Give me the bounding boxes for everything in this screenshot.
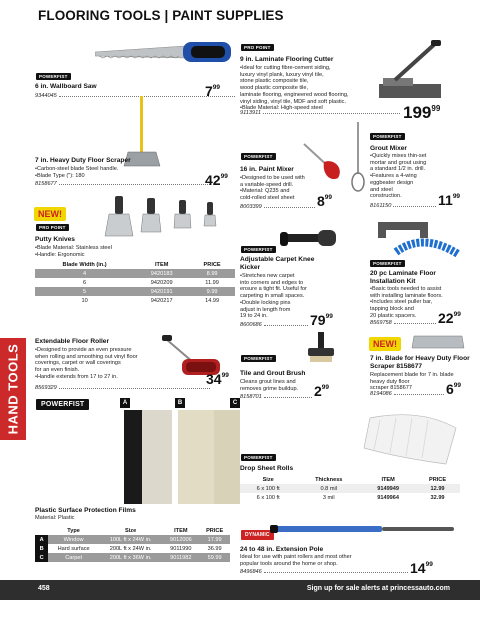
grout-brush-image bbox=[300, 332, 340, 364]
sku: 9344045 bbox=[35, 93, 57, 99]
table-row: 6 x 100 ft 3 mil 9149964 32.99 bbox=[256, 494, 445, 501]
new-badge: NEW! bbox=[369, 337, 401, 351]
protection-films-image bbox=[120, 398, 240, 504]
protection-films-table: Type Size ITEM PRICE A Window 100L ft x 24W in. 9012006 17.99 B Hard surface 200L ft x 24W in. 9011990 36.99 C Carpet 200L ft x 36W in. 9011982 59.99 bbox=[35, 526, 230, 562]
product-features: Ideal for use with paint rollers and most other popular tools around the home or shop. bbox=[240, 554, 352, 567]
grout-mixer-price-line bbox=[370, 203, 436, 209]
label-b: B bbox=[175, 398, 185, 408]
powerfist-logo: POWERFIST bbox=[241, 355, 276, 362]
page-number: 458 bbox=[38, 585, 50, 592]
product-sub: Material: Plastic bbox=[35, 515, 75, 521]
product-name: Putty Knives bbox=[35, 236, 75, 243]
section-tab-label: HAND TOOLS bbox=[5, 343, 21, 435]
powerfist-logo: POWERFIST bbox=[370, 260, 405, 267]
drop-sheet-table: Size Thickness ITEM PRICE 6 x 100 ft 0.8 mil 9149949 12.99 6 x 100 ft 3 mil 9149964 32.99 bbox=[240, 475, 460, 502]
product-features: Replacement blade for 7 in. blade heavy duty floor scraper 8158677 bbox=[370, 372, 454, 392]
putty-knives-image bbox=[95, 196, 225, 240]
label-c: C bbox=[230, 398, 240, 408]
product-name: Drop Sheet Rolls bbox=[240, 465, 294, 472]
product-name: 24 to 48 in. Extension Pole bbox=[240, 546, 324, 553]
sku: 8003399 bbox=[240, 204, 262, 210]
floor-roller-price-line bbox=[35, 385, 210, 391]
laminate-kit-price-line bbox=[370, 320, 436, 326]
leader-dots bbox=[393, 206, 436, 207]
table-row: A Window 100L ft x 24W in. 9012006 17.99 bbox=[35, 535, 230, 544]
price: 7 99 bbox=[205, 83, 221, 99]
carpet-kicker-price-line bbox=[240, 322, 308, 328]
sku: 8496846 bbox=[240, 569, 262, 575]
price: 14 99 bbox=[410, 560, 433, 576]
price: 79 99 bbox=[310, 312, 333, 328]
product-name: 7 in. Blade for Heavy Duty Floor Scraper 8158677 bbox=[370, 355, 470, 370]
powerfist-logo: POWERFIST bbox=[36, 399, 89, 410]
product-name: 7 in. Heavy Duty Floor Scraper bbox=[35, 157, 131, 164]
pro-point-logo: PRO POINT bbox=[241, 44, 274, 51]
product-name: 9 in. Laminate Flooring Cutter bbox=[240, 56, 334, 63]
table-row: C Carpet 200L ft x 36W in. 9011982 59.99 bbox=[35, 553, 230, 562]
section-tab bbox=[0, 338, 26, 440]
pro-point-logo: PRO POINT bbox=[36, 224, 69, 231]
scraper-blade-price-line bbox=[370, 391, 444, 397]
sku: 8158677 bbox=[35, 181, 57, 187]
sku: 8569758 bbox=[370, 320, 392, 326]
carpet-kicker-image bbox=[280, 220, 340, 254]
leader-dots bbox=[59, 184, 210, 185]
price: 11 99 bbox=[438, 192, 461, 208]
product-features: •Designed to be used with a variable-speed drill. •Material: Q235 and cold-rolled steel sheet bbox=[240, 175, 305, 202]
product-features: •Blade Material: Stainless steel •Handle: Ergonomic bbox=[35, 245, 112, 258]
product-name: Adjustable Carpet Knee Kicker bbox=[240, 256, 315, 271]
dynamic-logo: DYNAMIC bbox=[241, 530, 274, 540]
product-features: •Ideal for cutting fibre-cement siding, luxury vinyl plank, luxury vinyl tile, stone plastic composite tile, wood plastic composite tile, laminate flooring, engineered wood flooring, vinyl siding, vinyl tile, MDF and soft plastic. •Blade Material: High-speed steel bbox=[240, 65, 349, 112]
table-row: 10 9420217 14.99 bbox=[81, 297, 220, 304]
powerfist-logo: POWERFIST bbox=[241, 246, 276, 253]
product-features: •Designed to provide an even pressure when rolling and smoothing out vinyl floor coverings, carpet or wall coverings for an even finish. •Handle extends from 17 to 27 in. bbox=[35, 347, 138, 380]
price: 8 99 bbox=[317, 193, 333, 209]
price: 42 99 bbox=[205, 172, 228, 188]
footer-bar bbox=[0, 580, 480, 600]
leader-dots bbox=[263, 113, 400, 114]
powerfist-logo: POWERFIST bbox=[36, 73, 71, 80]
powerfist-logo: POWERFIST bbox=[241, 153, 276, 160]
product-name: Grout Mixer bbox=[370, 145, 408, 152]
product-features: •Carbon-steel blade Steel handle. •Blade Type ("): 180 bbox=[35, 166, 119, 179]
floor-scraper-price-line bbox=[35, 181, 210, 187]
product-features: •Basic tools needed to assist with installing laminate floors. •Includes steel puller bar, tapping block and 20 plastic spacers. bbox=[370, 286, 443, 319]
sku: 8569329 bbox=[35, 385, 57, 391]
leader-dots bbox=[264, 325, 308, 326]
leader-dots bbox=[394, 323, 436, 324]
leader-dots bbox=[59, 388, 210, 389]
price: 22 99 bbox=[438, 310, 461, 326]
flooring-cutter-image bbox=[375, 40, 445, 102]
table-row: 5 9420191 9.99 bbox=[35, 287, 235, 296]
table-row: 6 x 100 ft 0.8 mil 9149949 12.99 bbox=[240, 484, 460, 493]
sku: 8158701 bbox=[240, 394, 262, 400]
table-row: 6 9420209 11.99 bbox=[83, 279, 219, 286]
drop-sheet-image bbox=[360, 408, 460, 468]
table-row: 4 9420183 8.99 bbox=[35, 269, 235, 278]
leader-dots bbox=[264, 207, 315, 208]
scraper-blade-image bbox=[410, 332, 466, 352]
sku: 8194086 bbox=[370, 391, 392, 397]
grout-mixer-image bbox=[350, 122, 366, 192]
footer-link[interactable]: Sign up for sale alerts at princessauto.com bbox=[306, 585, 450, 592]
powerfist-logo: POWERFIST bbox=[370, 133, 405, 140]
sku: 8161150 bbox=[370, 203, 392, 209]
extension-pole-price-line bbox=[240, 569, 408, 575]
paint-mixer-image bbox=[300, 140, 346, 182]
price: 6 99 bbox=[446, 381, 462, 397]
product-name: Tile and Grout Brush bbox=[240, 370, 306, 377]
product-name: Extendable Floor Roller bbox=[35, 338, 110, 345]
grout-brush-price-line bbox=[240, 394, 312, 400]
product-name: Plastic Surface Protection Films bbox=[35, 507, 136, 514]
extension-pole-image bbox=[270, 522, 460, 536]
sku: 9113911 bbox=[240, 110, 261, 116]
sku: 8600686 bbox=[240, 322, 262, 328]
product-features: •Quickly mixes thin-set mortar and grout using a standard 1/2 in. drill. •Features a 4-wing eggbeater design and steel construction. bbox=[370, 153, 427, 200]
powerfist-logo: POWERFIST bbox=[241, 454, 276, 461]
price: 2 99 bbox=[314, 383, 330, 399]
product-features: Cleans grout lines and removes grime buildup. bbox=[240, 379, 299, 392]
table-row: B Hard surface 200L ft x 24W in. 9011990 36.99 bbox=[35, 544, 230, 553]
leader-dots bbox=[264, 572, 408, 573]
product-name: 6 in. Wallboard Saw bbox=[35, 83, 97, 90]
price: 199 99 bbox=[403, 103, 441, 122]
putty-knives-table: Blade Width (in.) ITEM PRICE 4 9420183 8.99 6 9420209 11.99 5 9420191 9.99 10 9420217 14.99 bbox=[35, 260, 235, 305]
product-name: 20 pc Laminate Floor Installation Kit bbox=[370, 270, 436, 285]
paint-mixer-price-line bbox=[240, 204, 315, 210]
product-name: 16 in. Paint Mixer bbox=[240, 166, 294, 173]
leader-dots bbox=[394, 394, 444, 395]
leader-dots bbox=[264, 397, 312, 398]
product-features: •Stretches new carpet into corners and edges to ensure a tight fit. Useful for carpeting in small spaces. •Double locking pins adjust in length from 19 to 24 in. bbox=[240, 273, 307, 320]
page-title: FLOORING TOOLS | PAINT SUPPLIES bbox=[38, 8, 284, 23]
label-a: A bbox=[120, 398, 130, 408]
price: 34 99 bbox=[206, 371, 229, 387]
flooring-cutter-price-line bbox=[240, 110, 400, 116]
new-badge: NEW! bbox=[34, 207, 66, 221]
wallboard-saw-image bbox=[95, 34, 235, 74]
